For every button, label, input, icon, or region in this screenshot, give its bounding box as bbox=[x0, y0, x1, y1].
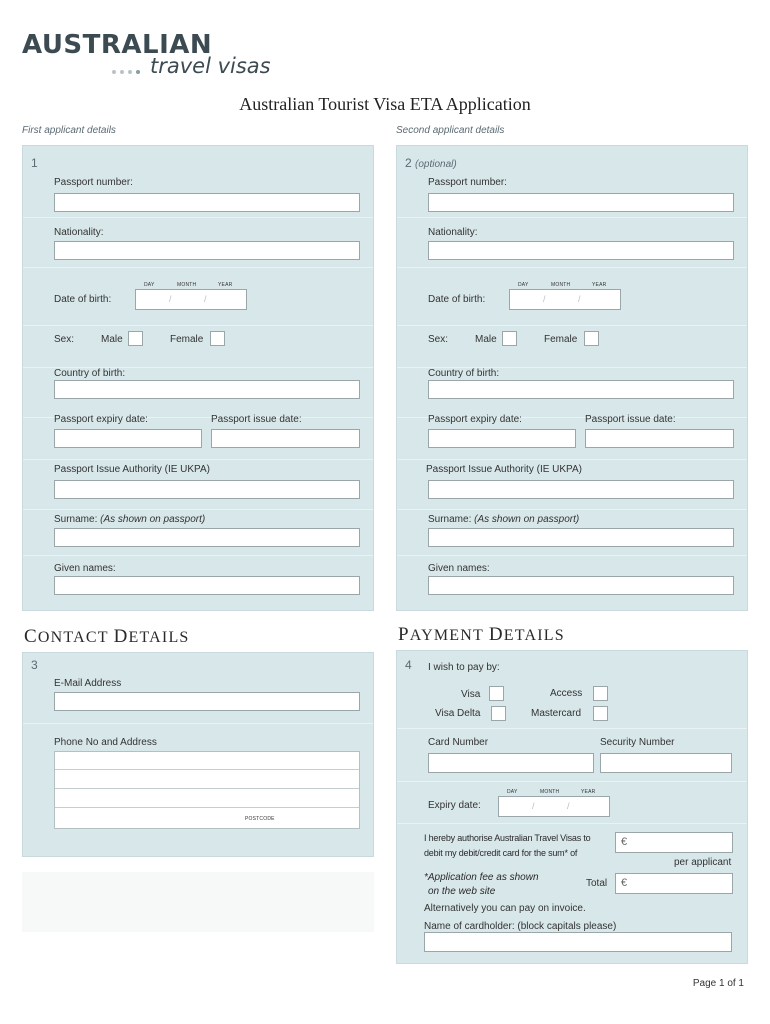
section-number: 1 bbox=[31, 156, 38, 170]
passport-expiry-field[interactable] bbox=[428, 429, 576, 448]
passport-issue-label: Passport issue date: bbox=[585, 414, 676, 425]
year-label: YEAR bbox=[218, 282, 233, 288]
cardholder-label: Name of cardholder: (block capitals please) bbox=[424, 921, 617, 932]
payment-details-heading: PAYMENT DETAILS bbox=[398, 624, 565, 645]
mastercard-label: Mastercard bbox=[531, 708, 582, 719]
card-number-label: Card Number bbox=[428, 737, 489, 748]
section-number: 3 bbox=[31, 658, 38, 672]
logo-dots-icon bbox=[108, 68, 148, 76]
sex-label: Sex: bbox=[54, 334, 75, 345]
issue-authority-field[interactable] bbox=[54, 480, 360, 499]
total-field[interactable] bbox=[615, 873, 733, 894]
visa-delta-checkbox[interactable] bbox=[491, 706, 506, 721]
female-label: Female bbox=[544, 334, 578, 345]
applicant-1-panel bbox=[22, 145, 374, 611]
female-checkbox[interactable] bbox=[584, 331, 599, 346]
year-label: YEAR bbox=[581, 789, 596, 795]
month-label: MONTH bbox=[540, 789, 560, 795]
second-applicant-heading: Second applicant details bbox=[396, 125, 505, 136]
authorise-text: I hereby authorise Australian Travel Visas to debit my debit/credit card for the sum* of bbox=[424, 833, 591, 858]
euro-icon: € bbox=[621, 836, 628, 848]
given-names-label: Given names: bbox=[54, 563, 116, 574]
total-label: Total bbox=[586, 878, 608, 889]
per-applicant-label: per applicant bbox=[674, 857, 732, 868]
male-label: Male bbox=[475, 334, 497, 345]
visa-label: Visa bbox=[461, 689, 481, 700]
country-of-birth-label: Country of birth: bbox=[428, 368, 500, 379]
section-number: 2 (optional) bbox=[405, 156, 457, 170]
month-label: MONTH bbox=[177, 282, 197, 288]
contact-details-heading: CONTACT DETAILS bbox=[24, 626, 190, 647]
issue-authority-label: Passport Issue Authority (IE UKPA) bbox=[426, 464, 582, 475]
given-names-field[interactable] bbox=[428, 576, 734, 595]
dob-field[interactable]: / / bbox=[135, 289, 247, 310]
day-label: DAY bbox=[518, 282, 529, 288]
male-checkbox[interactable] bbox=[502, 331, 517, 346]
passport-issue-label: Passport issue date: bbox=[211, 414, 302, 425]
dob-field[interactable]: / / bbox=[509, 289, 621, 310]
nationality-field[interactable] bbox=[428, 241, 734, 260]
passport-number-label: Passport number: bbox=[54, 177, 133, 188]
issue-authority-label: Passport Issue Authority (IE UKPA) bbox=[54, 464, 210, 475]
given-names-label: Given names: bbox=[428, 563, 490, 574]
surname-field[interactable] bbox=[54, 528, 360, 547]
passport-issue-field[interactable] bbox=[211, 429, 360, 448]
female-checkbox[interactable] bbox=[210, 331, 225, 346]
country-of-birth-field[interactable] bbox=[428, 380, 734, 399]
month-label: MONTH bbox=[551, 282, 571, 288]
passport-expiry-label: Passport expiry date: bbox=[428, 414, 522, 425]
dob-label: Date of birth: bbox=[428, 294, 486, 305]
postcode-label: POSTCODE bbox=[245, 816, 275, 822]
male-checkbox[interactable] bbox=[128, 331, 143, 346]
payment-panel bbox=[396, 650, 748, 964]
expiry-date-field[interactable]: / / bbox=[498, 796, 610, 817]
invoice-note: Alternatively you can pay on invoice. bbox=[424, 903, 586, 914]
day-label: DAY bbox=[507, 789, 518, 795]
applicant-2-panel bbox=[396, 145, 748, 611]
logo-tagline: travel visas bbox=[150, 54, 271, 78]
visa-delta-label: Visa Delta bbox=[435, 708, 481, 719]
expiry-label: Expiry date: bbox=[428, 800, 481, 811]
nationality-label: Nationality: bbox=[54, 227, 104, 238]
male-label: Male bbox=[101, 334, 123, 345]
page-number: Page 1 of 1 bbox=[692, 978, 744, 989]
country-of-birth-field[interactable] bbox=[54, 380, 360, 399]
day-label: DAY bbox=[144, 282, 155, 288]
nationality-label: Nationality: bbox=[428, 227, 478, 238]
pay-by-label: I wish to pay by: bbox=[428, 662, 500, 673]
mastercard-checkbox[interactable] bbox=[593, 706, 608, 721]
passport-expiry-label: Passport expiry date: bbox=[54, 414, 148, 425]
euro-icon: € bbox=[621, 877, 628, 889]
email-field[interactable] bbox=[54, 692, 360, 711]
year-label: YEAR bbox=[592, 282, 607, 288]
logo-wordmark: AUSTRALIAN bbox=[22, 30, 213, 60]
country-of-birth-label: Country of birth: bbox=[54, 368, 126, 379]
dob-label: Date of birth: bbox=[54, 294, 112, 305]
access-label: Access bbox=[550, 688, 583, 699]
access-checkbox[interactable] bbox=[593, 686, 608, 701]
amount-field[interactable] bbox=[615, 832, 733, 853]
phone-address-label: Phone No and Address bbox=[54, 737, 157, 748]
visa-checkbox[interactable] bbox=[489, 686, 504, 701]
issue-authority-field[interactable] bbox=[428, 480, 734, 499]
passport-issue-field[interactable] bbox=[585, 429, 734, 448]
passport-expiry-field[interactable] bbox=[54, 429, 202, 448]
surname-field[interactable] bbox=[428, 528, 734, 547]
sex-label: Sex: bbox=[428, 334, 449, 345]
passport-number-field[interactable] bbox=[428, 193, 734, 212]
security-number-field[interactable] bbox=[600, 753, 732, 773]
card-number-field[interactable] bbox=[428, 753, 594, 773]
email-label: E-Mail Address bbox=[54, 678, 122, 689]
passport-number-label: Passport number: bbox=[428, 177, 507, 188]
cardholder-field[interactable] bbox=[424, 932, 732, 952]
female-label: Female bbox=[170, 334, 204, 345]
page-title: Australian Tourist Visa ETA Application bbox=[239, 94, 531, 114]
phone-address-field[interactable] bbox=[54, 751, 360, 829]
security-number-label: Security Number bbox=[600, 737, 675, 748]
passport-number-field[interactable] bbox=[54, 193, 360, 212]
fee-note: *Application fee as shown on the web site bbox=[424, 872, 539, 897]
given-names-field[interactable] bbox=[54, 576, 360, 595]
nationality-field[interactable] bbox=[54, 241, 360, 260]
surname-label: Surname: (As shown on passport) bbox=[54, 514, 206, 525]
section-number: 4 bbox=[405, 658, 412, 672]
first-applicant-heading: First applicant details bbox=[22, 125, 116, 136]
surname-label: Surname: (As shown on passport) bbox=[428, 514, 580, 525]
contact-panel bbox=[22, 652, 374, 857]
